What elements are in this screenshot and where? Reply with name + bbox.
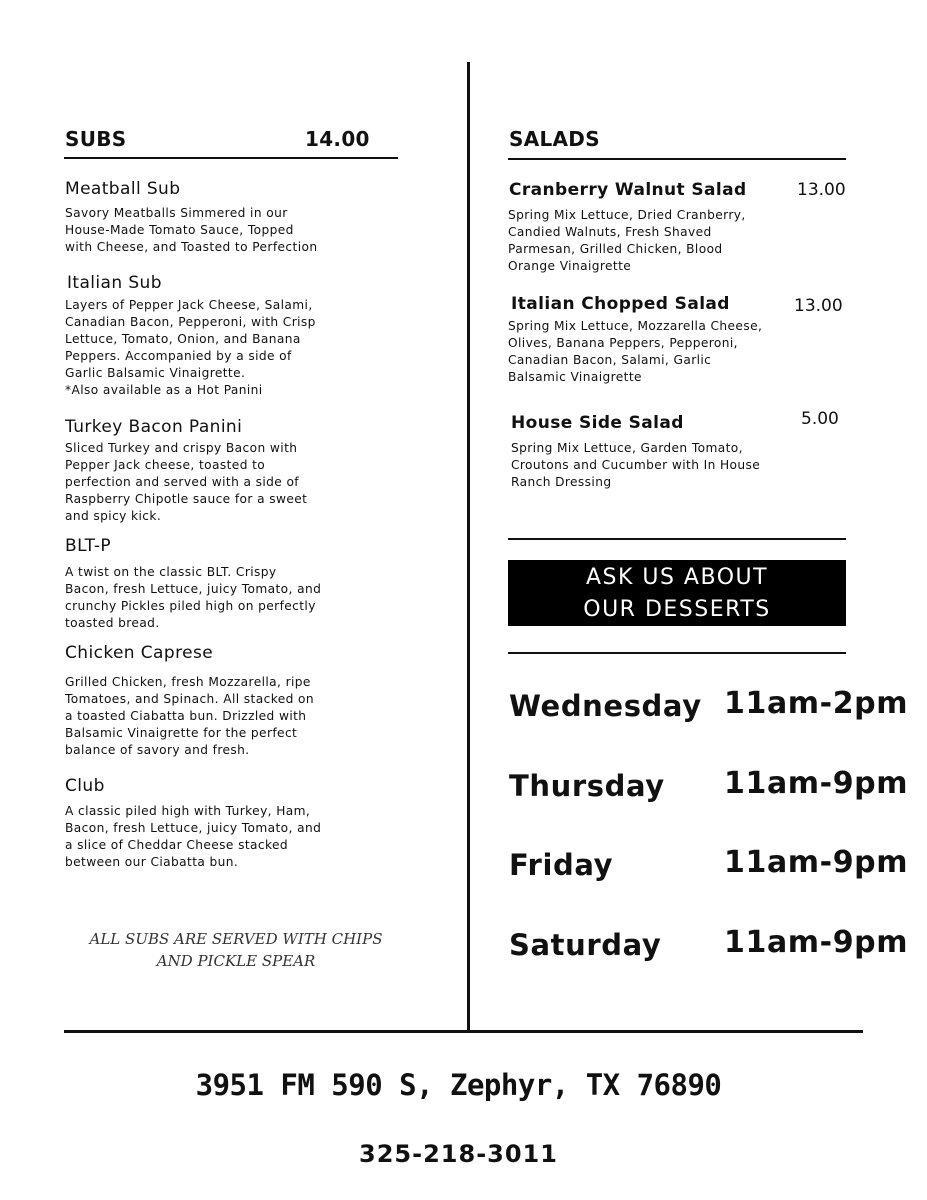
hours-time: 11am-9pm [724,845,909,880]
sub-description: Savory Meatballs Simmered in our House-Made Tomato Sauce, Topped with Cheese, and Toasted to Perfection [65,206,318,254]
banner-top-rule [508,538,846,540]
sub-description: Layers of Pepper Jack Cheese, Salami, Canadian Bacon, Pepperoni, with Crisp Lettuce, Tomato, Onion, and Banana Peppers. Accompanied by a side of Garlic Balsamic Vinaigrette. *Also available as a Hot Panini [65,298,316,397]
subs-heading-underline [64,157,398,159]
subs-heading: SUBS [65,127,127,151]
salad-name: Italian Chopped Salad [511,294,730,314]
hours-time: 11am-9pm [724,925,909,960]
salad-name: Cranberry Walnut Salad [509,180,747,200]
sub-description: Grilled Chicken, fresh Mozzarella, ripe Tomatoes, and Spinach. All stacked on a toasted Ciabatta bun. Drizzled with Balsamic Vinaigrette for the perfect balance of savory and fresh. [65,675,315,757]
hours-day: Wednesday [509,689,702,723]
sub-name: Italian Sub [67,273,162,293]
footer-phone: 325-218-3011 [359,1140,558,1168]
hours-day: Friday [509,848,614,882]
sub-name: BLT-P [65,536,112,556]
salad-price: 13.00 [794,296,843,316]
salad-description: Spring Mix Lettuce, Dried Cranberry, Candied Walnuts, Fresh Shaved Parmesan, Grilled Chicken, Blood Orange Vinaigrette [508,208,746,273]
subs-served-with-note: ALL SUBS ARE SERVED WITH CHIPS AND PICKLE SPEAR [89,930,383,970]
sub-name: Chicken Caprese [65,643,214,663]
salad-description: Spring Mix Lettuce, Garden Tomato, Croutons and Cucumber with In House Ranch Dressing [511,441,761,489]
salad-name: House Side Salad [511,413,684,433]
hours-day: Saturday [509,928,662,962]
subs-price: 14.00 [305,127,370,151]
sub-name: Turkey Bacon Panini [65,417,243,437]
salad-price: 5.00 [801,409,839,429]
hours-time: 11am-9pm [724,766,909,801]
salads-heading-underline [508,158,846,160]
salad-description: Spring Mix Lettuce, Mozzarella Cheese, Olives, Banana Peppers, Pepperoni, Canadian Bacon, Salami, Garlic Balsamic Vinaigrette [508,319,763,384]
sub-name: Club [65,776,105,796]
hours-time: 11am-2pm [724,686,909,721]
center-vertical-divider [467,62,470,1033]
sub-description: Sliced Turkey and crispy Bacon with Pepper Jack cheese, toasted to perfection and served with a side of Raspberry Chipotle sauce for a sweet and spicy kick. [65,441,308,523]
footer-address: 3951 FM 590 S, Zephyr, TX 76890 [195,1068,722,1102]
footer-divider [64,1030,863,1033]
salad-price: 13.00 [797,180,846,200]
sub-description: A classic piled high with Turkey, Ham, Bacon, fresh Lettuce, juicy Tomato, and a slice of Cheddar Cheese stacked between our Ciabatta bun. [65,804,322,869]
dessert-banner: ASK US ABOUT OUR DESSERTS [508,560,846,626]
sub-description: A twist on the classic BLT. Crispy Bacon, fresh Lettuce, juicy Tomato, and crunchy Pickles piled high on perfectly toasted bread. [65,565,322,630]
sub-name: Meatball Sub [65,179,181,199]
salads-heading: SALADS [509,127,600,151]
banner-bottom-rule [508,652,846,654]
hours-day: Thursday [509,769,665,803]
